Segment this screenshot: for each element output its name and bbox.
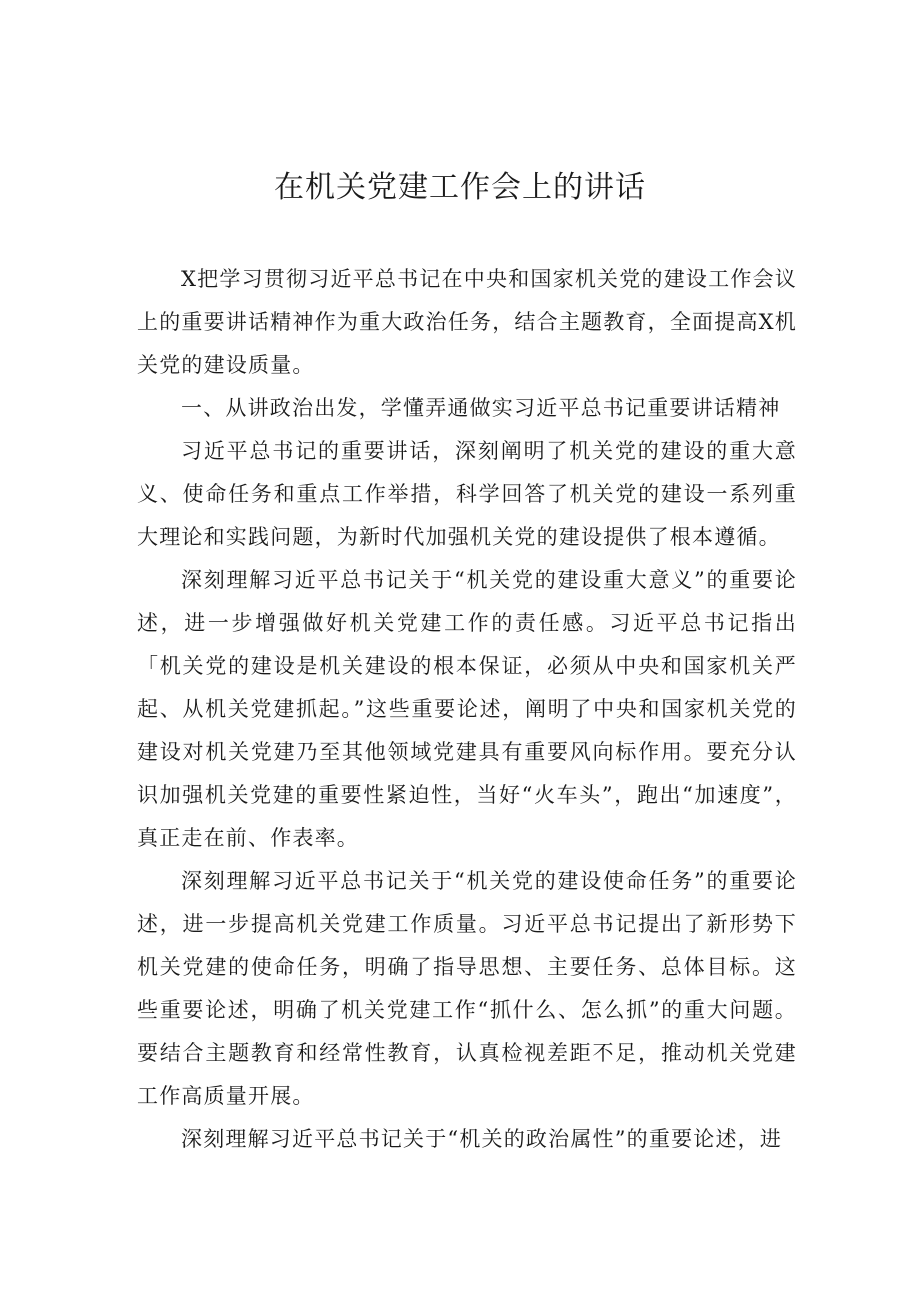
paragraph: 深刻理解习近平总书记关于“机关党的建设使命任务”的重要论述，进一步提高机关党建工作质量。习近平总书记提出了新形势下机关党建的使命任务，明确了指导思想、主要任务、总体目标。这些重要论述，明确了机关党建工作“抓什么、怎么抓”的重大问题。要结合主题教育和经常性教育，认真检视差距不足，推动机关党建工作高质量开展。 [137,869,797,1108]
document-title: 在机关党建工作会上的讲话 [274,170,646,205]
paragraph: 深刻理解习近平总书记关于“机关党的建设重大意义”的重要论述，进一步增强做好机关党建工作的责任感。习近平总书记指出「机关党的建设是机关建设的根本保证，必须从中央和国家机关严起、从机关党建抓起。”这些重要论述，阐明了中央和国家机关党的建设对机关党建乃至其他领域党建具有重要风向标作用。要充分认识加强机关党建的重要性紧迫性，当好“火车头”，跑出“加速度”，真正走在前、作表率。 [137,568,797,850]
paragraph-intro: X把学习贯彻习近平总书记在中央和国家机关党的建设工作会议上的重要讲话精神作为重大政治任务，结合主题教育，全面提高X机关党的建设质量。 [137,267,797,377]
paragraph: 习近平总书记的重要讲话，深刻阐明了机关党的建设的重大意义、使命任务和重点工作举措，科学回答了机关党的建设一系列重大理论和实践问题，为新时代加强机关党的建设提供了根本遵循。 [137,439,797,549]
section-heading-1: 一、从讲政治出发，学懂弄通做实习近平总书记重要讲话精神 [181,396,781,420]
document-body [137,258,797,1161]
paragraph: 深刻理解习近平总书记关于“机关的政治属性”的重要论述，进 [181,1127,783,1151]
